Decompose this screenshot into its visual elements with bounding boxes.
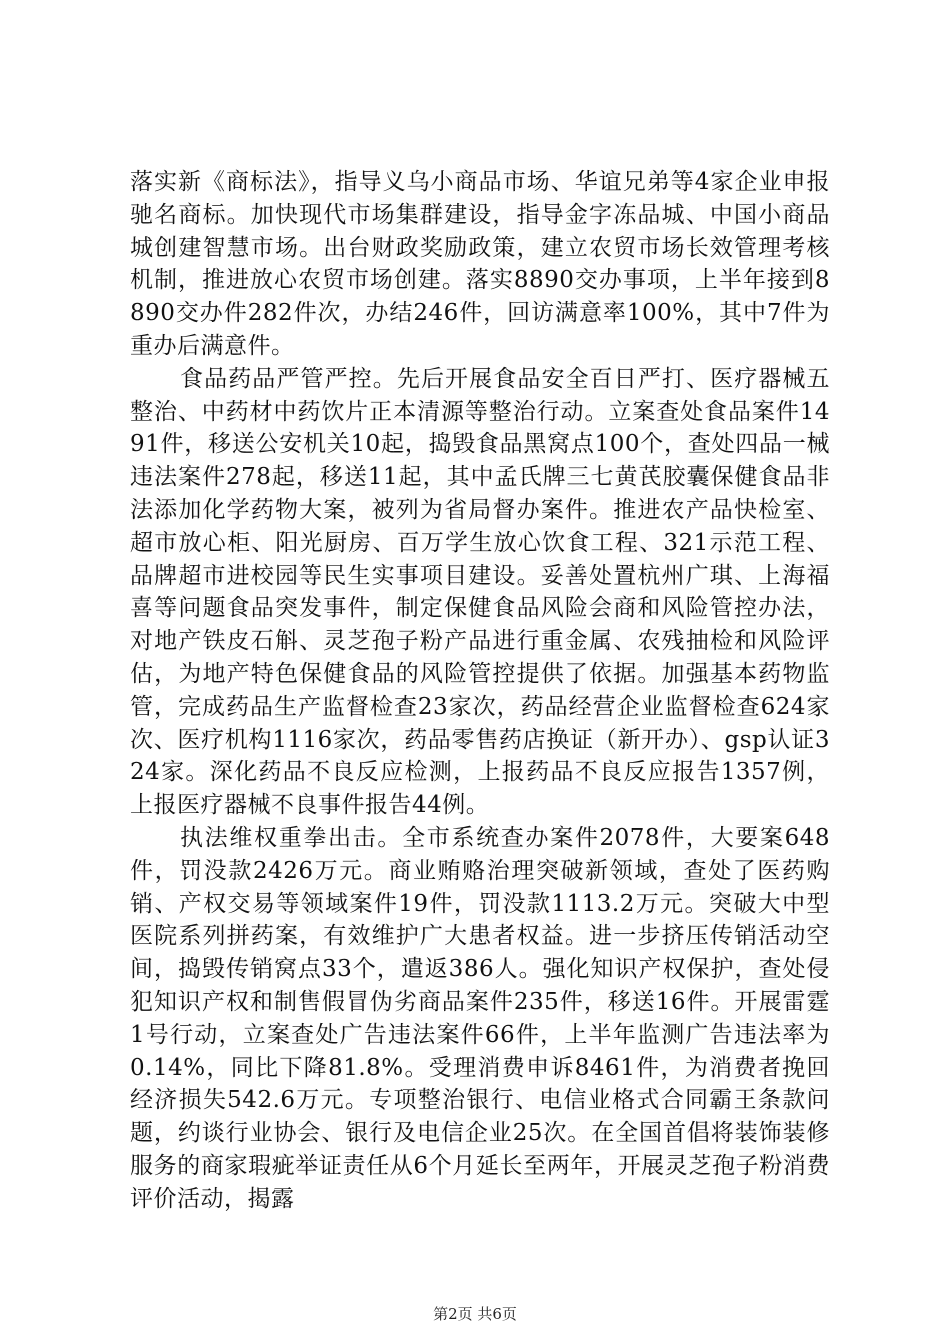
document-body: [130, 166, 830, 1216]
paragraph-trademark-market: 落实新《商标法》，指导义乌小商品市场、华谊兄弟等4家企业申报驰名商标。加快现代市场集群建设，指导金字冻品城、中国小商品城创建智慧市场。出台财政奖励政策，建立农贸市场长效管理考核机制，推进放心农贸市场创建。落实8890交办事项，上半年接到8890交办件282件次，办结246件，回访满意率100%，其中7件为重办后满意件。: [130, 169, 830, 359]
paragraph-law-enforcement: 执法维权重拳出击。全市系统查办案件2078件，大要案648件，罚没款2426万元。商业贿赂治理突破新领域，查处了医药购销、产权交易等领域案件19件，罚没款1113.2万元。突破大中型医院系列拼药案，有效维护广大患者权益。进一步挤压传销活动空间，捣毁传销窝点33个，遣返386人。强化知识产权保护，查处侵犯知识产权和制售假冒伪劣商品案件235件，移送16件。开展雷霆1号行动，立案查处广告违法案件66件，上半年监测广告违法率为0.14%，同比下降81.8%。受理消费申诉8461件，为消费者挽回经济损失542.6万元。专项整治银行、电信业格式合同霸王条款问题，约谈行业协会、银行及电信企业25次。在全国首倡将装饰装修服务的商家瑕疵举证责任从6个月延长至两年，开展灵芝孢子粉消费评价活动，揭露: [130, 824, 830, 1212]
page-number-footer: 第2页 共6页: [433, 1305, 517, 1323]
paragraph-food-drug-control: 食品药品严管严控。先后开展食品安全百日严打、医疗器械五整治、中药材中药饮片正本清源等整治行动。立案查处食品案件1491件，移送公安机关10起，捣毁食品黑窝点100个，查处四品一械违法案件278起，移送11起，其中孟氏牌三七黄芪胶囊保健食品非法添加化学药物大案，被列为省局督办案件。推进农产品快检室、超市放心柜、阳光厨房、百万学生放心饮食工程、321示范工程、品牌超市进校园等民生实事项目建设。妥善处置杭州广琪、上海福喜等问题食品突发事件，制定保健食品风险会商和风险管控办法，对地产铁皮石斛、灵芝孢子粉产品进行重金属、农残抽检和风险评估，为地产特色保健食品的风险管控提供了依据。加强基本药物监管，完成药品生产监督检查23家次，药品经营企业监督检查624家次、医疗机构1116家次，药品零售药店换证（新开办）、gsp认证324家。深化药品不良反应检测，上报药品不良反应报告1357例，上报医疗器械不良事件报告44例。: [130, 365, 830, 819]
